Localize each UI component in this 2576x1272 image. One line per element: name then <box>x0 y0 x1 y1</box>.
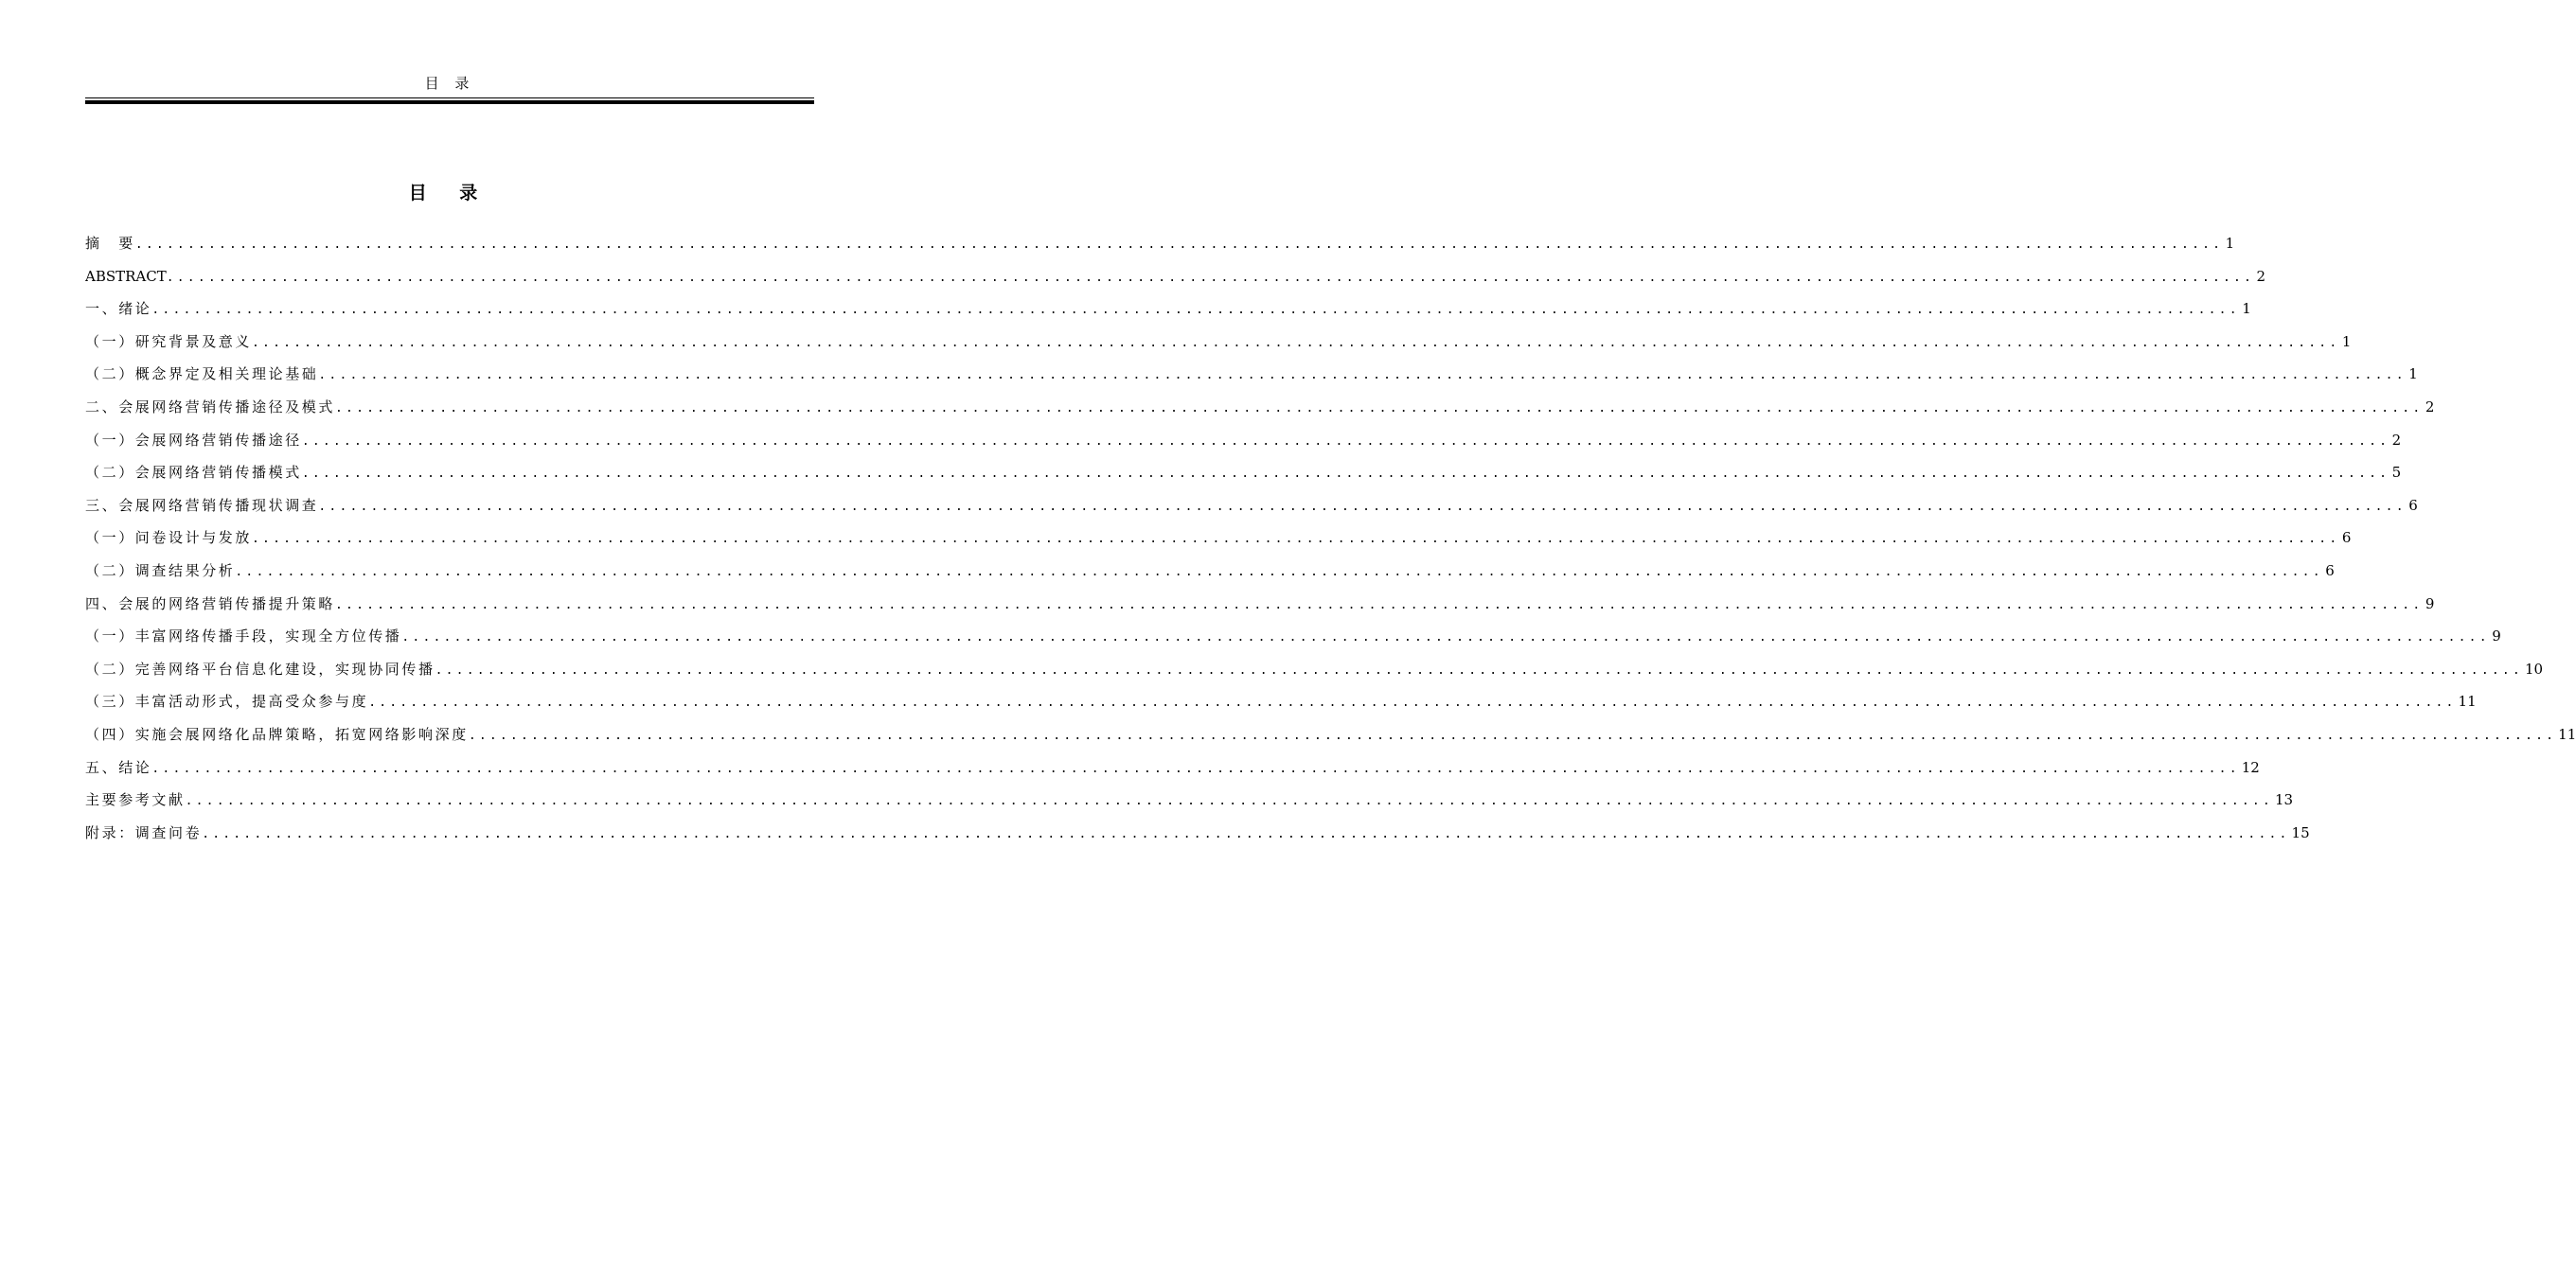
toc-entry-page: 6 <box>2325 561 2335 579</box>
toc-entry-page: 2 <box>2256 267 2266 285</box>
toc-entry-label: （二）调查结果分析 <box>85 561 236 579</box>
toc-entry-abstract-cn[interactable] <box>85 227 2235 260</box>
toc-entry-label: ABSTRACT <box>85 267 167 285</box>
toc-entry-references[interactable] <box>85 784 2294 817</box>
running-header-title: 目 录 <box>424 75 475 92</box>
dot-leader: ........................................................................................................................................................................................................ <box>401 630 2490 645</box>
toc-entry-section-2-1[interactable] <box>85 424 2402 457</box>
toc-entry-label: 摘 要 <box>85 235 135 252</box>
toc-entry-page: 1 <box>2225 235 2235 252</box>
dot-leader: ........................................................................................................................................................................................................ <box>151 761 2240 776</box>
page-header <box>85 72 814 110</box>
toc-entry-chapter-4[interactable] <box>85 588 2435 621</box>
toc-entry-label: 五、结论 <box>85 758 152 776</box>
toc-entry-label: （一）研究背景及意义 <box>85 332 253 350</box>
table-of-contents <box>85 227 2576 849</box>
toc-entry-appendix[interactable] <box>85 817 2310 850</box>
dot-leader: ........................................................................................................................................................................................................ <box>202 826 2290 841</box>
dot-leader: ........................................................................................................................................................................................................ <box>166 270 2255 285</box>
dot-leader: ........................................................................................................................................................................................................ <box>252 532 2340 547</box>
dot-leader: ........................................................................................................................................................................................................ <box>151 303 2240 318</box>
toc-entry-label: 三、会展网络营销传播现状调查 <box>85 496 319 514</box>
dot-leader: ........................................................................................................................................................................................................ <box>335 400 2424 415</box>
toc-entry-label: （二）概念界定及相关理论基础 <box>85 365 319 383</box>
dot-leader: ........................................................................................................................................................................................................ <box>235 564 2323 579</box>
toc-entry-label: 四、会展的网络营销传播提升策略 <box>85 594 336 612</box>
dot-leader: ........................................................................................................................................................................................................ <box>185 794 2273 809</box>
toc-entry-section-4-1[interactable] <box>85 620 2501 653</box>
dot-leader: ........................................................................................................................................................................................................ <box>301 467 2390 482</box>
toc-entry-label: （一）会展网络营销传播途径 <box>85 431 302 449</box>
toc-entry-chapter-3[interactable] <box>85 489 2418 522</box>
header-rule-thin <box>85 97 814 98</box>
dot-leader: ........................................................................................................................................................................................................ <box>435 662 2523 678</box>
toc-entry-page: 1 <box>2408 365 2418 383</box>
toc-entry-label: （一）丰富网络传播手段，实现全方位传播 <box>85 627 402 645</box>
toc-entry-label: 主要参考文献 <box>85 791 186 809</box>
toc-entry-abstract-en[interactable] <box>85 260 2266 293</box>
toc-entry-section-4-4[interactable] <box>85 718 2576 751</box>
toc-entry-page: 1 <box>2242 300 2251 318</box>
toc-entry-chapter-1[interactable] <box>85 292 2251 326</box>
dot-leader: ........................................................................................................................................................................................................ <box>318 368 2407 383</box>
dot-leader: ........................................................................................................................................................................................................ <box>368 696 2457 711</box>
toc-entry-page: 9 <box>2492 627 2501 645</box>
dot-leader: ........................................................................................................................................................................................................ <box>134 238 2224 252</box>
toc-entry-page: 12 <box>2241 758 2260 776</box>
toc-entry-label: 二、会展网络营销传播途径及模式 <box>85 398 336 415</box>
toc-entry-page: 5 <box>2391 464 2402 482</box>
toc-entry-chapter-2[interactable] <box>85 391 2435 424</box>
dot-leader: ........................................................................................................................................................................................................ <box>318 499 2407 514</box>
toc-entry-label: （二）会展网络营销传播模式 <box>85 464 302 482</box>
toc-entry-page: 2 <box>2391 431 2402 449</box>
toc-entry-label: （二）完善网络平台信息化建设，实现协同传播 <box>85 660 435 678</box>
toc-entry-label: （一）问卷设计与发放 <box>85 529 253 547</box>
toc-entry-section-3-2[interactable] <box>85 555 2335 588</box>
toc-entry-section-2-2[interactable] <box>85 456 2402 489</box>
toc-entry-page: 2 <box>2425 398 2435 415</box>
toc-entry-section-3-1[interactable] <box>85 521 2352 555</box>
toc-entry-page: 1 <box>2341 332 2352 350</box>
toc-entry-page: 6 <box>2341 529 2352 547</box>
toc-entry-label: （四）实施会展网络化品牌策略，拓宽网络影响深度 <box>85 725 469 743</box>
toc-entry-page: 9 <box>2425 594 2435 612</box>
dot-leader: ........................................................................................................................................................................................................ <box>301 433 2390 449</box>
toc-entry-label: 一、绪论 <box>85 300 152 318</box>
toc-entry-page: 6 <box>2408 496 2418 514</box>
toc-entry-label: 附录：调查问卷 <box>85 823 203 841</box>
toc-entry-chapter-5[interactable] <box>85 751 2260 785</box>
toc-entry-page: 10 <box>2524 660 2544 678</box>
dot-leader: ........................................................................................................................................................................................................ <box>468 728 2557 743</box>
toc-title: 目 录 <box>408 183 491 203</box>
toc-entry-page: 15 <box>2291 823 2310 841</box>
toc-entry-page: 13 <box>2274 791 2294 809</box>
toc-entry-label: （三）丰富活动形式，提高受众参与度 <box>85 693 369 711</box>
dot-leader: ........................................................................................................................................................................................................ <box>252 335 2340 350</box>
header-rule-thick <box>85 100 814 104</box>
toc-entry-section-1-1[interactable] <box>85 326 2352 359</box>
toc-entry-section-4-3[interactable] <box>85 685 2477 718</box>
toc-entry-page: 11 <box>2558 725 2576 743</box>
toc-entry-section-1-2[interactable] <box>85 358 2418 391</box>
toc-entry-section-4-2[interactable] <box>85 653 2544 686</box>
toc-entry-page: 11 <box>2458 693 2477 711</box>
dot-leader: ........................................................................................................................................................................................................ <box>335 597 2424 612</box>
